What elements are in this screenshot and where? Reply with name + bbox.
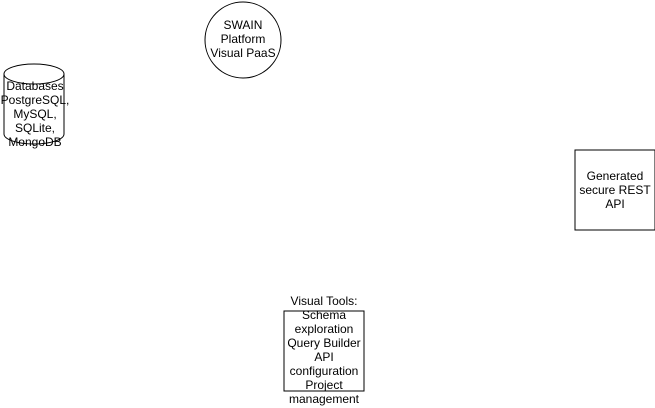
swain-platform-label: SWAIN Platform Visual PaaS <box>210 18 276 60</box>
visual-tools-label: Visual Tools: Schema exploration Query Builder API configuration Project management <box>287 294 361 406</box>
generated-api-label: Generated secure REST API <box>579 169 651 211</box>
databases-label: Databases PostgreSQL, MySQL, SQLite, MongoDB <box>0 79 70 149</box>
